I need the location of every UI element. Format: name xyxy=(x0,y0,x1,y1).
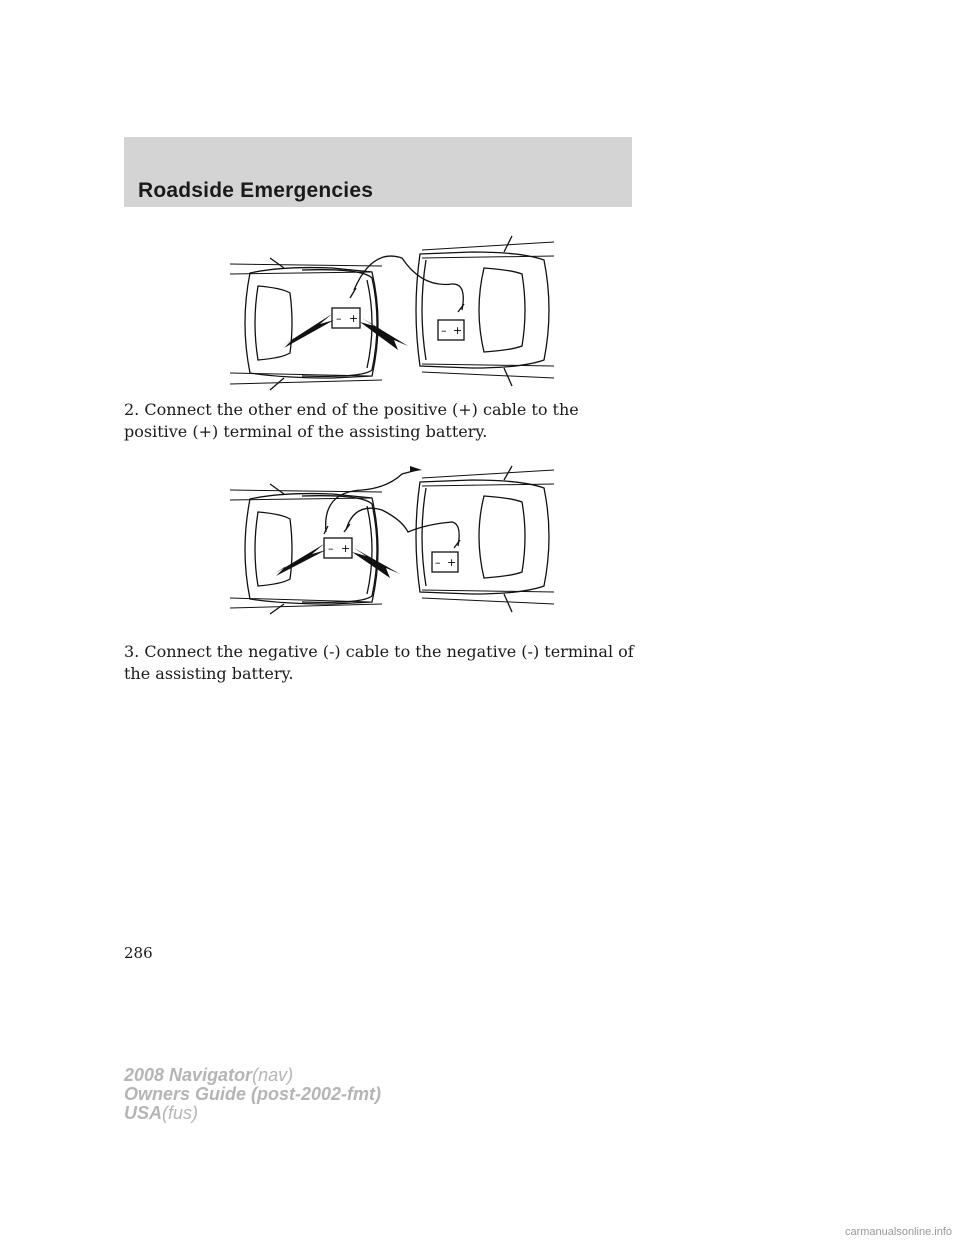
page-number: 286 xyxy=(124,944,153,962)
section-header xyxy=(124,137,632,207)
jump-start-diagram-2 xyxy=(222,462,562,617)
assisting-battery xyxy=(438,320,464,340)
section-title: Roadside Emergencies xyxy=(138,179,374,202)
footer-model-code: (nav) xyxy=(252,1065,294,1085)
step-2-text: 2. Connect the other end of the positive (+) cable to the positive (+) terminal of the assisting battery. xyxy=(124,400,579,441)
disabled-car xyxy=(230,258,382,390)
battery-plus-label: + xyxy=(453,324,463,337)
assisting-battery xyxy=(432,552,458,572)
battery-plus-label: + xyxy=(447,556,457,569)
battery-plus-label: + xyxy=(349,312,359,325)
footer-market-code: (fus) xyxy=(162,1103,199,1123)
watermark: carmanualsonline.info xyxy=(844,1226,952,1238)
footer-model: 2008 Navigator xyxy=(124,1065,253,1085)
battery-minus-label: – xyxy=(328,542,334,555)
battery-plus-label: + xyxy=(341,542,351,555)
disabled-battery xyxy=(332,308,360,328)
document-footer xyxy=(124,1066,381,1123)
disabled-car xyxy=(230,484,382,614)
footer-line-3 xyxy=(124,1104,381,1123)
battery-minus-label: – xyxy=(441,324,447,337)
step-3-text: 3. Connect the negative (-) cable to the negative (-) terminal of the assisting battery. xyxy=(124,642,634,683)
disabled-battery xyxy=(324,538,352,558)
jump-start-diagram-1 xyxy=(222,228,562,393)
assisting-car xyxy=(416,466,554,612)
battery-minus-label: – xyxy=(435,556,441,569)
footer-line-1 xyxy=(124,1066,381,1085)
footer-line-2: Owners Guide (post-2002-fmt) xyxy=(124,1084,382,1104)
assisting-car xyxy=(416,236,554,386)
footer-market: USA xyxy=(124,1103,163,1123)
battery-minus-label: – xyxy=(336,312,342,325)
